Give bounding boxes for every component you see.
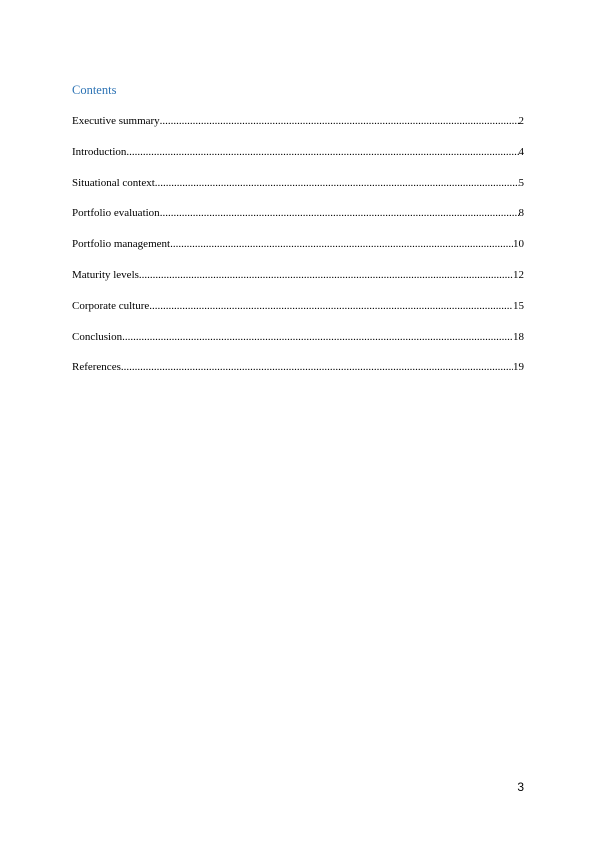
toc-entry[interactable] (72, 329, 524, 360)
toc-dot-leader (126, 144, 518, 160)
toc-entry-page: 2 (518, 115, 524, 127)
toc-dot-leader (122, 329, 513, 345)
toc-entry[interactable] (72, 175, 524, 206)
toc-entry-title: Corporate culture (72, 299, 150, 312)
toc-dot-leader (121, 359, 513, 375)
toc-entry-page: 18 (513, 330, 524, 343)
toc-entry-title: Situational context (72, 176, 155, 189)
toc-entry[interactable] (72, 113, 524, 144)
toc-entry-page: 5 (518, 176, 524, 189)
toc-entry-title: Introduction (72, 145, 127, 158)
toc-entry-title: Portfolio evaluation (72, 207, 160, 220)
toc-entry-page: 4 (518, 145, 524, 158)
toc-entry[interactable] (72, 298, 524, 329)
toc-entry-page: 15 (513, 299, 524, 312)
toc-entry-page: 12 (513, 268, 524, 281)
toc-dot-leader (149, 298, 513, 314)
toc-entry-title: References (72, 361, 121, 374)
toc-entry-page: 8 (518, 207, 524, 220)
toc-dot-leader (139, 267, 513, 283)
toc-entry[interactable] (72, 267, 524, 298)
toc-entry[interactable] (72, 205, 524, 236)
toc-dot-leader (170, 236, 513, 252)
toc-entry-title: Conclusion (72, 330, 123, 343)
toc-entry[interactable] (72, 236, 524, 267)
toc-entry-page: 10 (513, 238, 524, 251)
toc-entry-title: Maturity levels (72, 268, 139, 281)
toc-entry[interactable] (72, 359, 524, 390)
toc-entry[interactable] (72, 144, 524, 175)
toc-entry-title: Executive summary (72, 115, 160, 127)
toc-entry-page: 19 (513, 361, 524, 374)
toc-list (72, 113, 524, 390)
toc-entry-title: Portfolio management (72, 238, 171, 251)
toc-dot-leader (155, 175, 519, 191)
page-number: 3 (517, 780, 524, 794)
toc-dot-leader (160, 113, 519, 129)
toc-heading: Contents (72, 83, 117, 97)
toc-dot-leader (160, 205, 519, 221)
